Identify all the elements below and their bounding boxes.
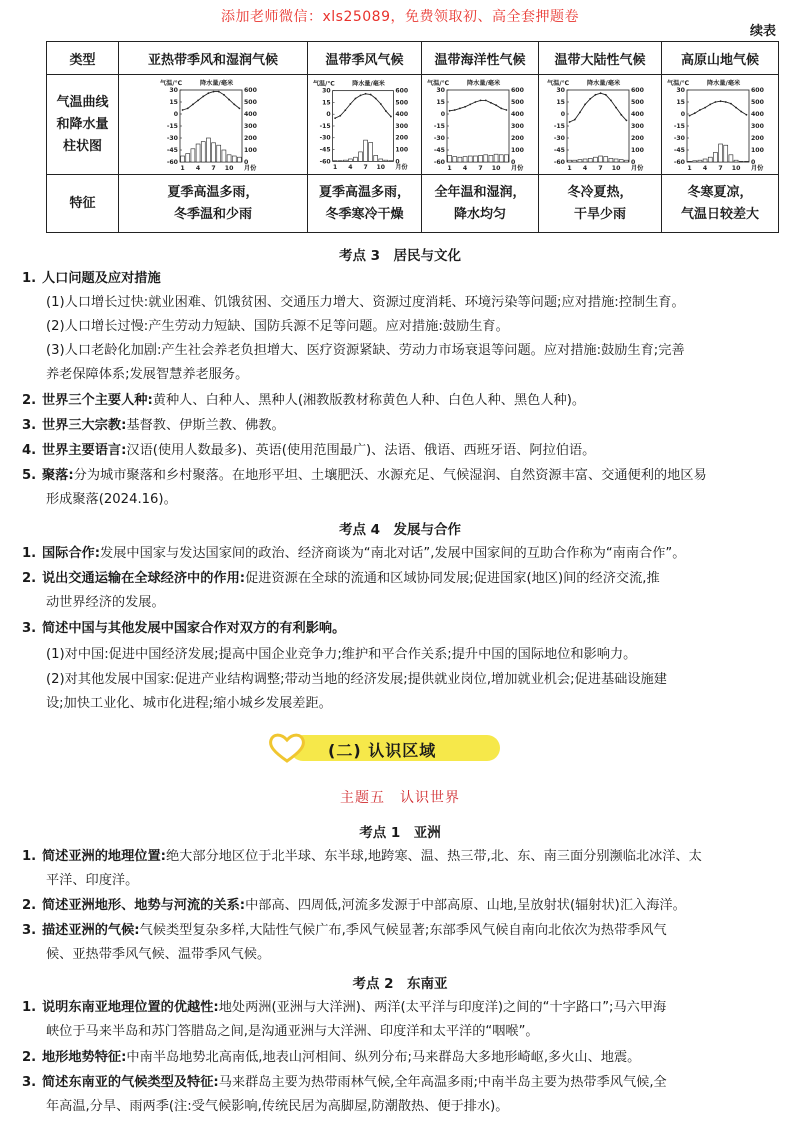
asia-item-1-cont: 平洋、印度洋。 xyxy=(46,873,139,888)
temperature-point xyxy=(589,97,591,99)
climate-chart-4 xyxy=(665,78,775,172)
chart-tick-right: 100 xyxy=(631,146,644,154)
precip-bar xyxy=(588,158,592,162)
chart-tick-right: 400 xyxy=(511,110,524,118)
chart-tick-left: 15 xyxy=(322,98,331,106)
chart-tick-x: 1 xyxy=(447,164,452,172)
chart-xlabel: 月份 xyxy=(395,163,408,171)
precip-bar xyxy=(693,160,697,161)
chart-ylabel-right: 降水量/毫米 xyxy=(587,79,621,87)
temperature-point xyxy=(626,119,628,121)
precip-bar xyxy=(724,145,728,162)
section-title-asia: 考点 1 亚洲 xyxy=(359,825,441,841)
precip-bar xyxy=(217,145,221,162)
chart-tick-left: 0 xyxy=(173,110,178,118)
temperature-point xyxy=(720,100,722,102)
temperature-point xyxy=(375,97,377,99)
type-header: 温带海洋性气候 xyxy=(422,42,539,75)
temperature-point xyxy=(725,101,727,103)
precip-bar xyxy=(593,157,597,162)
temperature-line xyxy=(690,101,747,115)
climate-chart-1 xyxy=(311,78,419,172)
chart-tick-x: 10 xyxy=(491,164,501,172)
chart-cell xyxy=(308,75,422,175)
chart-tick-left: -15 xyxy=(319,122,331,130)
chart-tick-x: 10 xyxy=(376,163,386,171)
temperature-point xyxy=(740,110,742,112)
kp4-item-3: 3. 简述中国与其他发展中国家合作对双方的有利影响。 xyxy=(22,621,346,636)
temperature-point xyxy=(610,99,612,101)
chart-tick-right: 600 xyxy=(751,86,764,94)
chart-ylabel-right: 降水量/毫米 xyxy=(200,79,234,87)
chart-tick-x: 4 xyxy=(702,164,708,172)
precip-bar xyxy=(473,156,477,162)
precip-bar xyxy=(573,160,577,162)
sea-item-2: 2. 地形地势特征:中南半岛地势北高南低,地表山河相间、纵列分布;马来群岛大多地形崎岖,多火山、地震。 xyxy=(22,1050,641,1065)
precip-bar xyxy=(237,157,241,162)
chart-frame xyxy=(567,90,629,162)
kp3-item-5: 5. 聚落:分为城市聚落和乡村聚落。在地形平坦、土壤肥沃、水源充足、气候湿润、自然资源丰富、交通便利的地区易 xyxy=(22,468,707,483)
temperature-point xyxy=(495,104,497,106)
precip-bar xyxy=(463,156,467,161)
chart-tick-left: 15 xyxy=(436,98,445,106)
temperature-point xyxy=(746,113,748,115)
precip-bar xyxy=(196,144,200,162)
chart-tick-left: 30 xyxy=(436,86,445,94)
chart-ylabel-right: 降水量/毫米 xyxy=(467,79,501,87)
sea-item-1-cont: 峡位于马来半岛和苏门答腊岛之间,是沟通亚洲与大洋洲、印度洋和太平洋的“咽喉”。 xyxy=(46,1024,539,1039)
chart-frame xyxy=(333,90,394,161)
chart-tick-left: -60 xyxy=(673,158,685,166)
temperature-point xyxy=(223,93,225,95)
temperature-point xyxy=(469,103,471,105)
kp3-item-1: 1. 人口问题及应对措施 xyxy=(22,271,161,286)
precip-bar xyxy=(384,160,388,161)
sea-item-3: 3. 简述东南亚的气候类型及特征:马来群岛主要为热带雨林气候,全年高温多雨;中南半岛主要为热带季风气候,全 xyxy=(22,1075,667,1090)
precip-bar xyxy=(698,160,702,162)
chart-tick-right: 500 xyxy=(631,98,644,106)
chart-tick-right: 400 xyxy=(751,110,764,118)
precip-bar xyxy=(729,154,733,161)
feature-cell: 冬寒夏凉， 气温日较差大 xyxy=(662,175,779,233)
temperature-point xyxy=(485,99,487,101)
kp3-item-5-cont: 形成聚落(2024.16)。 xyxy=(46,492,177,507)
asia-item-1: 1. 简述亚洲的地理位置:绝大部分地区位于北半球、东半球,地跨寒、温、热三带,北、东、南三面分别濒临北冰洋、太 xyxy=(22,849,702,864)
precip-bar xyxy=(379,158,383,160)
precip-bar xyxy=(583,159,587,162)
feature-cell: 全年温和湿润， 降水均匀 xyxy=(422,175,539,233)
heart-icon xyxy=(268,733,306,763)
feature-cell: 冬冷夏热， 干旱少雨 xyxy=(539,175,662,233)
chart-tick-left: 15 xyxy=(676,98,685,106)
chart-xlabel: 月份 xyxy=(244,164,257,172)
chart-tick-x: 7 xyxy=(478,164,483,172)
chart-xlabel: 月份 xyxy=(751,164,764,172)
precip-bar xyxy=(604,156,608,161)
temperature-point xyxy=(620,113,622,115)
precip-bar xyxy=(713,152,717,162)
kp4-item-2: 2. 说出交通运输在全球经济中的作用:促进资源在全球的流通和区域协同发展;促进国家(地区)间的经济交流,推 xyxy=(22,571,660,586)
precip-bar xyxy=(734,160,738,162)
section-title-kp3: 考点 3 居民与文化 xyxy=(338,248,462,264)
chart-tick-left: -15 xyxy=(166,122,178,130)
chart-tick-right: 500 xyxy=(751,98,764,106)
temperature-point xyxy=(615,106,617,108)
chart-tick-right: 200 xyxy=(511,134,524,142)
chart-tick-right: 400 xyxy=(631,110,644,118)
watermark-text: 添加老师微信：xls25089，免费领取初、高全套押题卷 xyxy=(220,9,579,25)
precip-bar xyxy=(739,161,743,162)
precip-bar xyxy=(708,157,712,162)
chart-tick-x: 10 xyxy=(224,164,234,172)
temperature-point xyxy=(480,99,482,101)
kp3-item-4: 4. 世界主要语言:汉语(使用人数最多)、英语(使用范围最广)、法语、俄语、西班牙语、阿拉伯语。 xyxy=(22,443,596,458)
precip-bar xyxy=(359,151,363,160)
chart-tick-left: -45 xyxy=(553,146,565,154)
chart-tick-right: 300 xyxy=(631,122,644,130)
precip-bar xyxy=(599,156,603,162)
chart-tick-left: -45 xyxy=(433,146,445,154)
asia-item-3-cont: 候、亚热带季风气候、温带季风气候。 xyxy=(46,947,271,962)
temperature-point xyxy=(464,105,466,107)
chart-ylabel-left: 气温/℃ xyxy=(427,79,450,87)
temperature-point xyxy=(500,107,502,109)
chart-tick-right: 300 xyxy=(395,122,409,130)
precip-bar xyxy=(484,154,488,161)
chart-tick-right: 500 xyxy=(244,98,257,106)
temperature-point xyxy=(360,94,362,96)
chart-tick-right: 0 xyxy=(511,158,516,166)
chart-tick-left: -45 xyxy=(166,146,178,154)
chart-tick-right: 200 xyxy=(751,134,764,142)
chart-cell xyxy=(539,75,662,175)
chart-tick-left: 0 xyxy=(440,110,445,118)
precip-bar xyxy=(181,156,185,162)
continued-label: 续表 xyxy=(749,24,776,39)
temperature-point xyxy=(574,118,576,120)
chart-tick-x: 10 xyxy=(731,164,741,172)
chart-cell xyxy=(662,75,779,175)
temperature-point xyxy=(192,103,194,105)
chart-tick-x: 1 xyxy=(687,164,692,172)
temperature-point xyxy=(454,109,456,111)
chart-tick-left: -30 xyxy=(319,134,331,142)
precip-bar xyxy=(479,155,483,162)
chart-tick-x: 4 xyxy=(195,164,201,172)
chart-ylabel-left: 气温/℃ xyxy=(312,80,335,88)
temperature-point xyxy=(380,103,382,105)
temperature-point xyxy=(699,109,701,111)
climate-chart-3 xyxy=(545,78,655,172)
temperature-point xyxy=(355,97,357,99)
temperature-point xyxy=(569,121,571,123)
temperature-line xyxy=(183,91,240,109)
chart-tick-right: 500 xyxy=(511,98,524,106)
chart-tick-left: 30 xyxy=(169,86,178,94)
kp3-item-3: 3. 世界三大宗教:基督教、伊斯兰教、佛教。 xyxy=(22,418,285,433)
kp4-item-3-sub-2: (2)对其他发展中国家:促进产业结构调整;带动当地的经济发展;提供就业岗位,增加就业机会;促进基础设施建 xyxy=(46,672,667,687)
chart-tick-right: 300 xyxy=(244,122,257,130)
temperature-point xyxy=(709,103,711,105)
banner-label: (二) 认识区域 xyxy=(328,741,437,760)
chart-tick-right: 0 xyxy=(244,158,249,166)
chart-tick-left: 15 xyxy=(556,98,565,106)
kp4-item-1: 1. 国际合作:发展中国家与发达国家间的政治、经济商谈为“南北对话”,发展中国家间的互助合作称为“南南合作”。 xyxy=(22,546,686,561)
precip-bar xyxy=(212,142,216,161)
temperature-point xyxy=(600,92,602,94)
chart-tick-left: -45 xyxy=(673,146,685,154)
precip-bar xyxy=(614,159,618,162)
chart-tick-left: 30 xyxy=(556,86,565,94)
precip-bar xyxy=(468,156,472,162)
precip-bar xyxy=(494,154,498,162)
theme-title: 主题五 认识世界 xyxy=(340,790,460,806)
precip-bar xyxy=(578,159,582,161)
temperature-point xyxy=(344,109,346,111)
precip-bar xyxy=(348,158,352,160)
chart-tick-right: 600 xyxy=(395,87,409,95)
chart-tick-left: -60 xyxy=(553,158,565,166)
temperature-point xyxy=(233,103,235,105)
temperature-point xyxy=(449,109,451,111)
precip-bar xyxy=(333,160,337,161)
temperature-point xyxy=(490,101,492,103)
chart-tick-x: 4 xyxy=(582,164,588,172)
kp4-item-3-sub-2-cont: 设;加快工业化、城市化进程;缩小城乡发展差距。 xyxy=(46,696,332,711)
chart-tick-right: 600 xyxy=(511,86,524,94)
chart-tick-left: -30 xyxy=(553,134,565,142)
temperature-point xyxy=(339,114,341,116)
section-title-kp4: 考点 4 发展与合作 xyxy=(338,522,462,538)
precip-bar xyxy=(206,138,210,162)
temperature-point xyxy=(689,114,691,116)
chart-tick-x: 7 xyxy=(211,164,216,172)
temperature-point xyxy=(730,102,732,104)
chart-tick-right: 0 xyxy=(751,158,756,166)
kp4-item-3-sub-1: (1)对中国:促进中国经济发展;提高中国企业竞争力;维护和平合作关系;提升中国的国际地位和影响力。 xyxy=(46,647,637,662)
chart-tick-x: 7 xyxy=(598,164,603,172)
chart-tick-right: 500 xyxy=(395,98,409,106)
precip-bar xyxy=(222,150,226,162)
chart-tick-right: 200 xyxy=(244,134,257,142)
climate-table xyxy=(46,41,779,233)
chart-tick-left: 30 xyxy=(676,86,685,94)
sea-item-1: 1. 说明东南亚地理位置的优越性:地处两洲(亚洲与大洋洲)、两洋(太平洋与印度洋)之间的“十字路口”;马六甲海 xyxy=(22,1000,667,1015)
chart-tick-left: -15 xyxy=(433,122,445,130)
temperature-line xyxy=(570,93,627,122)
climate-chart-0 xyxy=(158,78,268,172)
chart-tick-left: -45 xyxy=(319,146,331,154)
chart-tick-right: 0 xyxy=(395,157,400,165)
chart-tick-right: 100 xyxy=(751,146,764,154)
temperature-point xyxy=(694,112,696,114)
chart-ylabel-left: 气温/℃ xyxy=(547,79,570,87)
precip-bar xyxy=(232,156,236,162)
precip-bar xyxy=(389,160,393,161)
chart-tick-left: -30 xyxy=(166,134,178,142)
chart-tick-left: -15 xyxy=(673,122,685,130)
temperature-point xyxy=(584,103,586,105)
type-header: 温带季风气候 xyxy=(308,42,422,75)
asia-item-2: 2. 简述亚洲地形、地势与河流的关系:中部高、四周低,河流多发源于中部高原、山地,呈放射状(辐射状)汇入海洋。 xyxy=(22,898,686,913)
chart-tick-right: 400 xyxy=(244,110,257,118)
chart-tick-x: 7 xyxy=(363,163,368,171)
precip-bar xyxy=(744,161,748,162)
sea-item-3-cont: 年高温,分旱、雨两季(注:受气候影响,传统民居为高脚屋,防潮散热、便于排水)。 xyxy=(46,1099,509,1114)
chart-tick-left: 0 xyxy=(326,110,331,118)
col-header-type: 类型 xyxy=(47,42,119,75)
precip-bar xyxy=(703,159,707,162)
precip-bar xyxy=(458,157,462,162)
temperature-point xyxy=(595,93,597,95)
precip-bar xyxy=(343,160,347,161)
type-header: 亚热带季风和湿润气候 xyxy=(119,42,308,75)
precip-bar xyxy=(186,153,190,161)
temperature-point xyxy=(579,111,581,113)
section-title-sea: 考点 2 东南亚 xyxy=(352,976,448,992)
precip-bar xyxy=(369,142,373,161)
precip-bar xyxy=(201,141,205,161)
type-header: 温带大陆性气候 xyxy=(539,42,662,75)
precip-bar xyxy=(624,160,628,162)
kp3-item-1-sub-2: (2)人口增长过慢:产生劳动力短缺、国防兵源不足等问题。应对措施:鼓励生育。 xyxy=(46,319,509,334)
temperature-point xyxy=(213,90,215,92)
chart-tick-right: 0 xyxy=(631,158,636,166)
chart-ylabel-left: 气温/℃ xyxy=(160,79,183,87)
chart-tick-right: 400 xyxy=(395,110,409,118)
precip-bar xyxy=(364,140,368,161)
chart-tick-right: 300 xyxy=(511,122,524,130)
temperature-point xyxy=(218,90,220,92)
kp3-item-2: 2. 世界三个主要人种:黄种人、白种人、黑种人(湘教版教材称黄色人种、白色人种、黑色人种)。 xyxy=(22,393,586,408)
chart-tick-right: 100 xyxy=(511,146,524,154)
chart-tick-left: -30 xyxy=(673,134,685,142)
feature-row-label: 特征 xyxy=(47,175,119,233)
precip-bar xyxy=(489,155,493,162)
precip-bar xyxy=(688,161,692,162)
chart-tick-right: 200 xyxy=(395,134,409,142)
chart-cell xyxy=(119,75,308,175)
temperature-point xyxy=(202,95,204,97)
temperature-point xyxy=(365,92,367,94)
chart-tick-right: 300 xyxy=(751,122,764,130)
temperature-point xyxy=(182,109,184,111)
kp4-item-2-cont: 动世界经济的发展。 xyxy=(46,595,165,610)
precip-bar xyxy=(619,159,623,161)
temperature-point xyxy=(735,106,737,108)
chart-tick-left: -60 xyxy=(166,158,178,166)
chart-tick-left: 0 xyxy=(680,110,685,118)
chart-tick-x: 1 xyxy=(333,163,338,171)
chart-tick-x: 1 xyxy=(567,164,572,172)
temperature-point xyxy=(704,106,706,108)
chart-tick-x: 10 xyxy=(611,164,621,172)
precip-bar xyxy=(609,158,613,162)
temperature-line xyxy=(335,93,391,117)
chart-frame xyxy=(180,90,242,162)
chart-xlabel: 月份 xyxy=(631,164,644,172)
precip-bar xyxy=(227,154,231,161)
temperature-point xyxy=(334,117,336,119)
section-banner xyxy=(268,733,500,763)
precip-bar xyxy=(353,157,357,161)
chart-tick-right: 200 xyxy=(631,134,644,142)
asia-item-3: 3. 描述亚洲的气候:气候类型复杂多样,大陆性气候广布,季风气候显著;东部季风气候自南向北依次为热带季风气 xyxy=(22,923,667,938)
type-header: 高原山地气候 xyxy=(662,42,779,75)
chart-cell xyxy=(422,75,539,175)
chart-xlabel: 月份 xyxy=(511,164,524,172)
temperature-point xyxy=(349,103,351,105)
temperature-point xyxy=(459,107,461,109)
feature-cell: 夏季高温多雨， 冬季寒冷干燥 xyxy=(308,175,422,233)
feature-cell: 夏季高温多雨， 冬季温和少雨 xyxy=(119,175,308,233)
precip-bar xyxy=(448,155,452,162)
precip-bar xyxy=(453,156,457,161)
temperature-point xyxy=(715,101,717,103)
chart-tick-left: -15 xyxy=(553,122,565,130)
chart-frame xyxy=(687,90,749,162)
temperature-point xyxy=(385,110,387,112)
temperature-point xyxy=(390,115,392,117)
temperature-point xyxy=(228,98,230,100)
chart-tick-x: 7 xyxy=(718,164,723,172)
climate-chart-2 xyxy=(425,78,535,172)
chart-tick-right: 600 xyxy=(244,86,257,94)
temperature-point xyxy=(197,99,199,101)
precip-bar xyxy=(338,160,342,161)
temperature-line xyxy=(450,100,507,110)
chart-tick-x: 1 xyxy=(180,164,185,172)
chart-tick-x: 4 xyxy=(348,163,353,171)
chart-tick-left: 30 xyxy=(322,87,331,95)
chart-tick-left: 15 xyxy=(169,98,178,106)
chart-ylabel-right: 降水量/毫米 xyxy=(707,79,741,87)
chart-tick-x: 4 xyxy=(462,164,468,172)
chart-tick-right: 100 xyxy=(244,146,257,154)
kp3-item-1-sub-1: (1)人口增长过快:就业困难、饥饿贫困、交通压力增大、资源过度消耗、环境污染等问题;应对措施:控制生育。 xyxy=(46,295,685,310)
kp3-item-1-sub-3: (3)人口老龄化加剧:产生社会养老负担增大、医疗资源紧缺、劳动力市场衰退等问题。应对措施:鼓励生育;完善 xyxy=(46,343,685,358)
temperature-point xyxy=(506,109,508,111)
chart-ylabel-right: 降水量/毫米 xyxy=(352,80,385,88)
kp3-item-1-sub-3-cont: 养老保障体系;发展智慧养老服务。 xyxy=(46,367,249,382)
precip-bar xyxy=(374,155,378,161)
precip-bar xyxy=(719,144,723,162)
precip-bar xyxy=(504,154,508,161)
temperature-point xyxy=(208,92,210,94)
chart-tick-left: 0 xyxy=(560,110,565,118)
precip-bar xyxy=(499,154,503,161)
temperature-point xyxy=(475,101,477,103)
chart-tick-left: -30 xyxy=(433,134,445,142)
chart-tick-right: 600 xyxy=(631,86,644,94)
chart-row-label: 气温曲线 和降水量 柱状图 xyxy=(47,75,119,175)
temperature-point xyxy=(605,93,607,95)
precip-bar xyxy=(191,148,195,161)
temperature-point xyxy=(239,107,241,109)
precip-bar xyxy=(568,160,572,162)
temperature-point xyxy=(370,93,372,95)
chart-tick-left: -60 xyxy=(433,158,445,166)
temperature-point xyxy=(187,107,189,109)
chart-tick-left: -60 xyxy=(319,157,331,165)
chart-ylabel-left: 气温/℃ xyxy=(667,79,690,87)
chart-tick-right: 100 xyxy=(395,146,409,154)
